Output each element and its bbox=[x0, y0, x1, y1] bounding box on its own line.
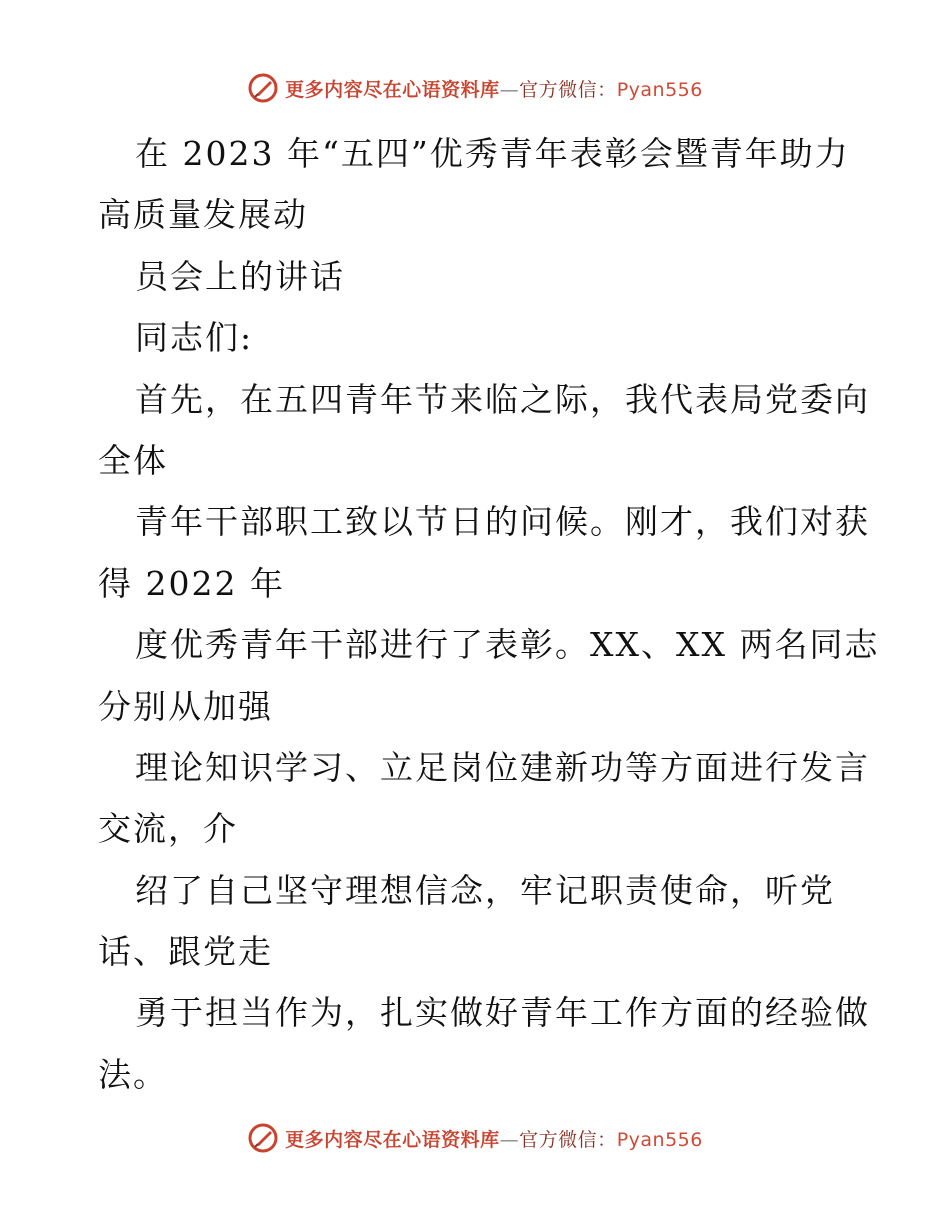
paragraph-line: 青年干部职工致以节日的问候。刚才，我们对获 bbox=[135, 502, 870, 542]
quill-logo-icon bbox=[247, 1122, 279, 1154]
watermark-wechat-label: 官方微信： bbox=[519, 78, 617, 101]
watermark-site-text: 更多内容尽在心语资料库 bbox=[285, 1128, 500, 1151]
paragraph-line: 全体 bbox=[98, 440, 168, 480]
paragraph-line: 首先，在五四青年节来临之际，我代表局党委向 bbox=[135, 379, 870, 419]
title-line: 高质量发展动 bbox=[98, 195, 308, 235]
paragraph-line: 法。 bbox=[98, 1054, 168, 1094]
paragraph-line: 交流，介 bbox=[98, 809, 238, 849]
watermark-dash: — bbox=[499, 1128, 520, 1151]
watermark-site-text: 更多内容尽在心语资料库 bbox=[285, 78, 500, 101]
document-body bbox=[98, 123, 880, 1105]
paragraph-line: 勇于担当作为，扎实做好青年工作方面的经验做 bbox=[135, 993, 870, 1033]
footer-watermark bbox=[0, 1122, 950, 1154]
paragraph-line: 绍了自己坚守理想信念，牢记职责使命，听党 bbox=[135, 870, 835, 910]
paragraph-line: 话、跟党走 bbox=[98, 932, 273, 972]
paragraph-line: 得 2022 年 bbox=[98, 563, 285, 603]
title-line: 员会上的讲话 bbox=[135, 256, 345, 296]
quill-logo-icon bbox=[247, 72, 279, 104]
watermark-wechat-id: Pyan556 bbox=[616, 78, 703, 101]
paragraph-line: 理论知识学习、立足岗位建新功等方面进行发言 bbox=[135, 747, 870, 787]
watermark-dash: — bbox=[499, 78, 520, 101]
salutation: 同志们: bbox=[135, 318, 254, 358]
paragraph-line: 度优秀青年干部进行了表彰。XX、XX 两名同志 bbox=[135, 625, 880, 665]
header-watermark bbox=[0, 72, 950, 104]
watermark-wechat-label: 官方微信： bbox=[519, 1128, 617, 1151]
title-line: 在 2023 年“五四”优秀青年表彰会暨青年助力 bbox=[135, 134, 850, 173]
watermark-wechat-id: Pyan556 bbox=[616, 1128, 703, 1151]
paragraph-line: 分别从加强 bbox=[98, 686, 273, 726]
